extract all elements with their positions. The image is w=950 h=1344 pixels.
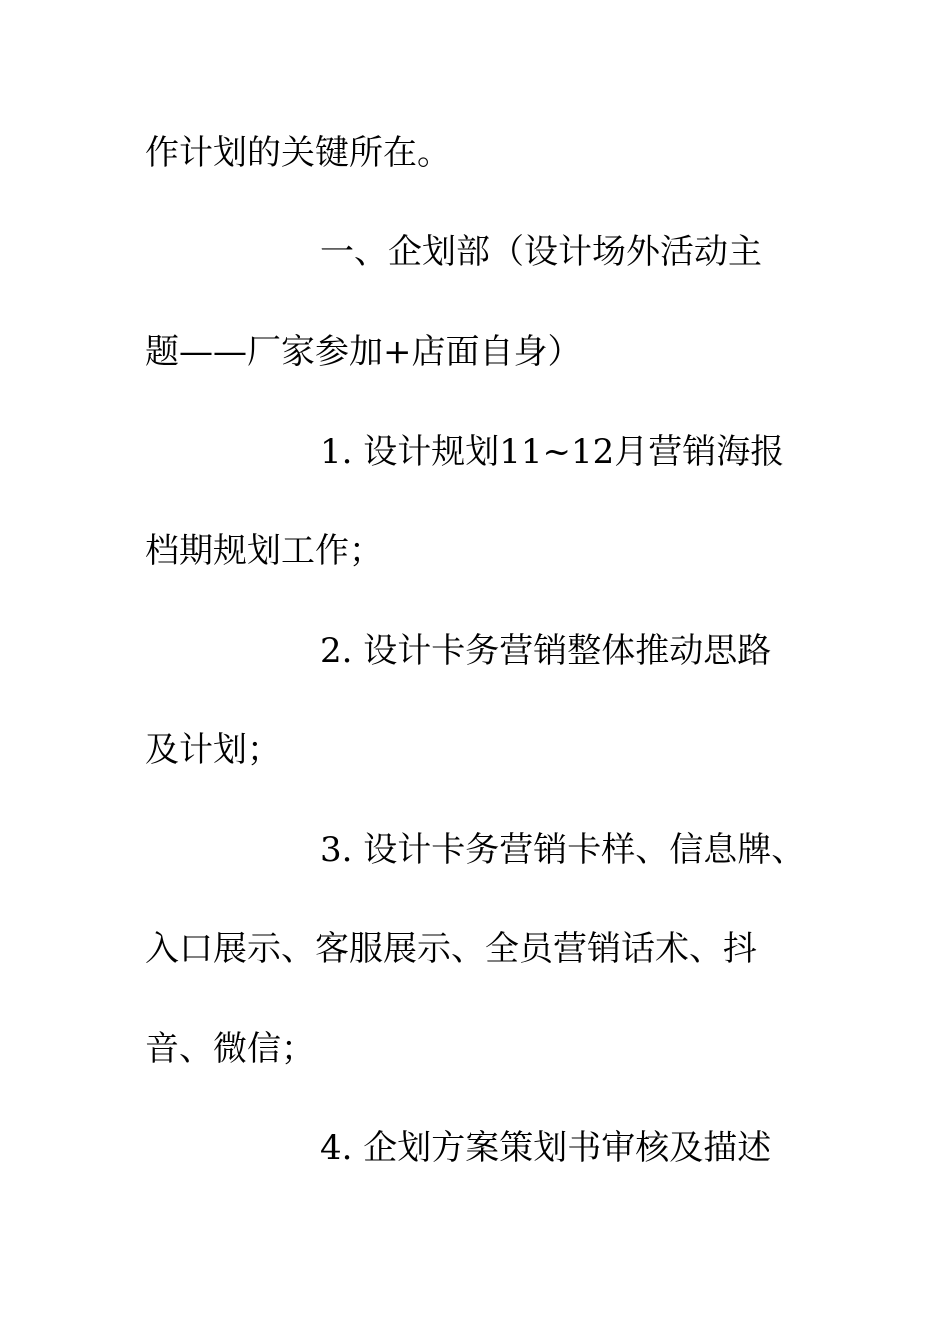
list-item-1-line-1: 1. 设计规划11~12月营销海报 — [320, 432, 785, 472]
list-item-3-line-1: 3. 设计卡务营销卡样、信息牌、 — [320, 830, 806, 870]
section-heading-line-2: 题——厂家参加+店面自身） — [145, 332, 582, 372]
list-item-2-line-2: 及计划； — [145, 730, 281, 770]
list-item-2-line-1: 2. 设计卡务营销整体推动思路 — [320, 631, 772, 671]
list-item-3-line-3: 音、微信； — [145, 1029, 315, 1069]
paragraph-continuation-line: 作计划的关键所在。 — [145, 133, 451, 173]
list-item-4-line-1: 4. 企划方案策划书审核及描述 — [320, 1128, 772, 1168]
section-heading-line-1: 一、企划部（设计场外活动主 — [320, 232, 762, 272]
list-item-3-line-2: 入口展示、客服展示、全员营销话术、抖 — [145, 929, 757, 969]
list-item-1-line-2: 档期规划工作； — [145, 531, 383, 571]
